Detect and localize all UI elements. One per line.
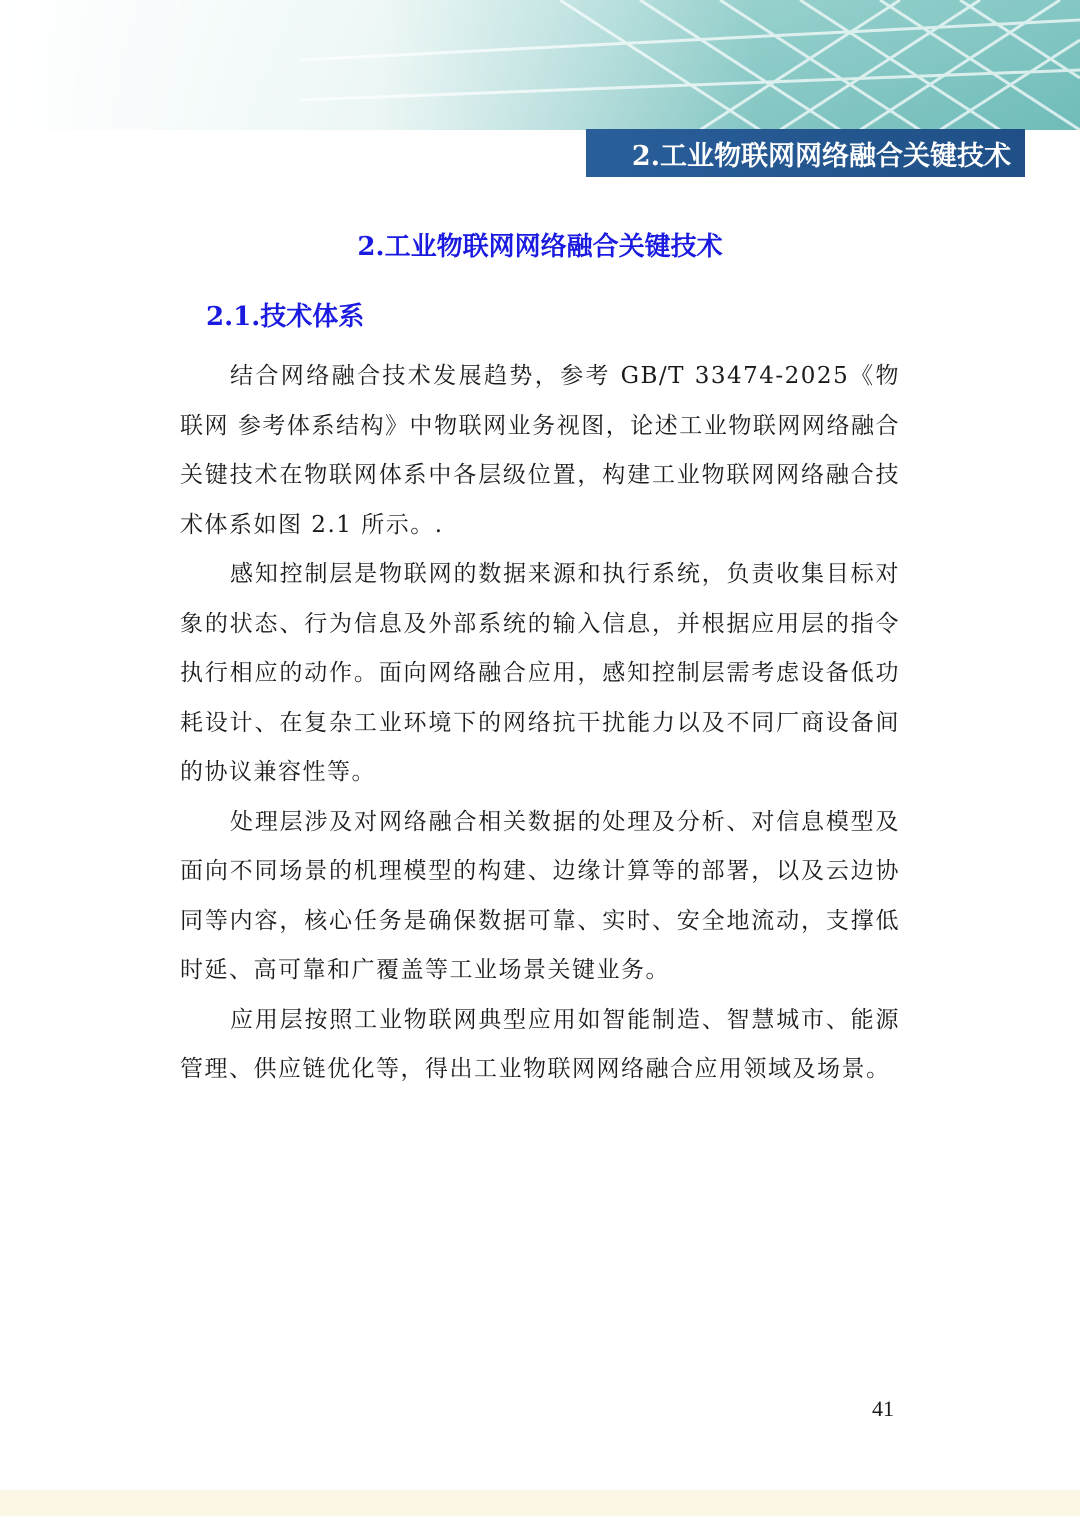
page-number: 41 [872, 1396, 894, 1421]
paragraph-2: 感知控制层是物联网的数据来源和执行系统，负责收集目标对象的状态、行为信息及外部系统的输入信息，并根据应用层的指令执行相应的动作。面向网络融合应用，感知控制层需考虑设备低功耗设计、在复杂工业环境下的网络抗干扰能力以及不同厂商设备间的协议兼容性等。 [180, 561, 900, 785]
paragraph-4: 应用层按照工业物联网典型应用如智能制造、智慧城市、能源管理、供应链优化等，得出工业物联网网络融合应用领域及场景。 [180, 1006, 900, 1082]
chapter-title: 2.工业物联网网络融合关键技术 [357, 232, 723, 262]
section-title: 2.1.技术体系 [206, 302, 365, 332]
bottom-strip [0, 1490, 1080, 1516]
paragraph-1: 结合网络融合技术发展趋势，参考 GB/T 33474-2025《物联网 参考体系结构》中物联网业务视图，论述工业物联网网络融合关键技术在物联网体系中各层级位置，构建工业物联网网络融合技术体系如图 2.1 所示。. [180, 363, 900, 538]
paragraph-3: 处理层涉及对网络融合相关数据的处理及分析、对信息模型及面向不同场景的机理模型的构建、边缘计算等的部署，以及云边协同等内容，核心任务是确保数据可靠、实时、安全地流动，支撑低时延、高可靠和广覆盖等工业场景关键业务。 [180, 808, 900, 983]
running-header-title: 2.工业物联网网络融合关键技术 [631, 140, 1011, 172]
body-text [180, 352, 900, 1095]
running-header-band [586, 129, 1025, 177]
